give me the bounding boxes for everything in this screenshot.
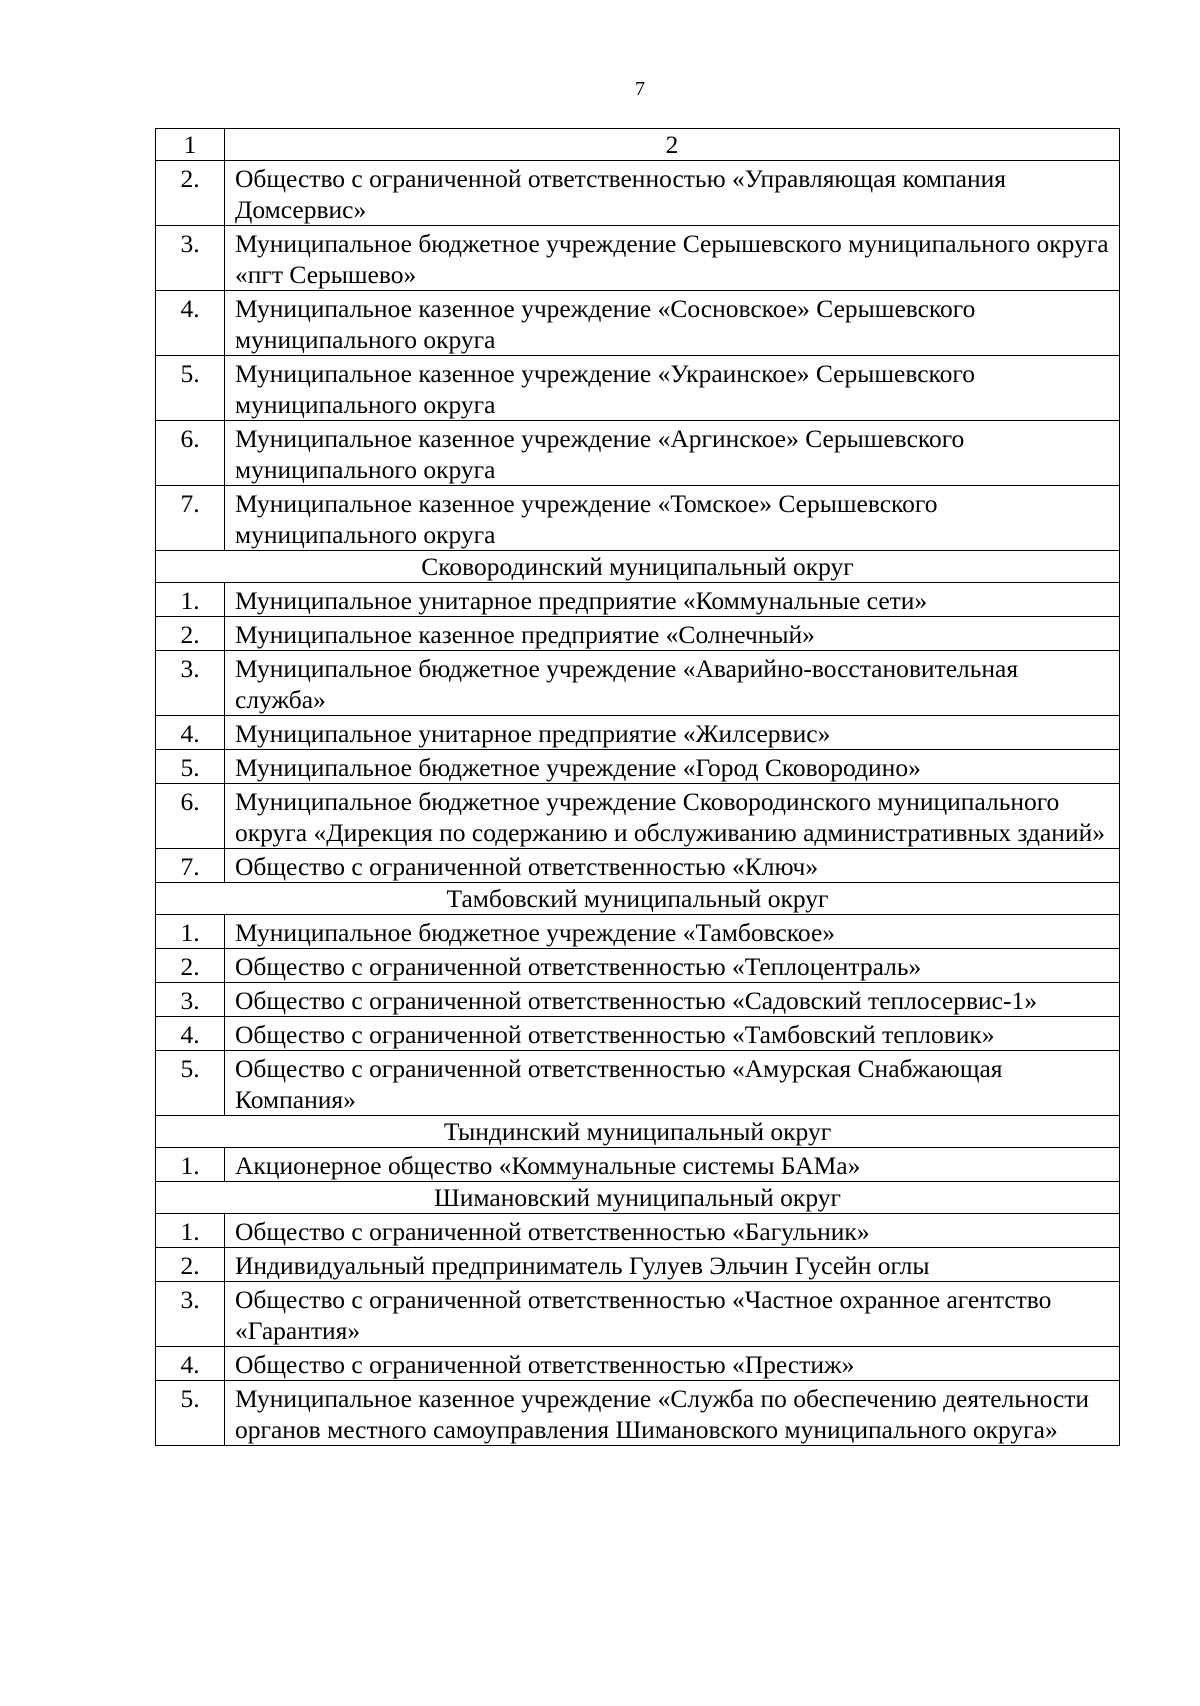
table-row xyxy=(156,784,1120,849)
organization-name: Общество с ограниченной ответственностью «Ключ» xyxy=(225,849,1120,883)
table-row xyxy=(156,1347,1120,1381)
page-number: 7 xyxy=(635,78,645,100)
section-row xyxy=(156,551,1120,583)
organization-name: Муниципальное казенное учреждение «Украинское» Серышевского муниципального округа xyxy=(225,356,1120,421)
row-number: 4. xyxy=(156,1347,225,1381)
row-number: 7. xyxy=(156,849,225,883)
table-row xyxy=(156,1282,1120,1347)
organization-name: Акционерное общество «Коммунальные системы БАМа» xyxy=(225,1148,1120,1182)
table-row xyxy=(156,421,1120,486)
table-row xyxy=(156,1148,1120,1182)
column-1-header: 1 xyxy=(156,129,225,161)
table-row xyxy=(156,750,1120,784)
table-row xyxy=(156,651,1120,716)
row-number: 7. xyxy=(156,486,225,551)
organization-name: Общество с ограниченной ответственностью «Багульник» xyxy=(225,1214,1120,1248)
table-row xyxy=(156,583,1120,617)
organization-name: Общество с ограниченной ответственностью «Престиж» xyxy=(225,1347,1120,1381)
table-row xyxy=(156,983,1120,1017)
organization-name: Муниципальное унитарное предприятие «Жилсервис» xyxy=(225,716,1120,750)
row-number: 5. xyxy=(156,750,225,784)
table-header-row xyxy=(156,129,1120,161)
organization-name: Муниципальное бюджетное учреждение «Аварийно-восстановительная служба» xyxy=(225,651,1120,716)
column-2-header: 2 xyxy=(225,129,1120,161)
row-number: 2. xyxy=(156,161,225,226)
organization-name: Муниципальное казенное учреждение «Сосновское» Серышевского муниципального округа xyxy=(225,291,1120,356)
table-row xyxy=(156,486,1120,551)
row-number: 2. xyxy=(156,617,225,651)
organizations-table xyxy=(155,128,1120,1446)
row-number: 6. xyxy=(156,421,225,486)
row-number: 5. xyxy=(156,356,225,421)
row-number: 3. xyxy=(156,983,225,1017)
organization-name: Общество с ограниченной ответственностью «Тамбовский тепловик» xyxy=(225,1017,1120,1051)
row-number: 3. xyxy=(156,1282,225,1347)
row-number: 5. xyxy=(156,1381,225,1446)
table-row xyxy=(156,1214,1120,1248)
row-number: 1. xyxy=(156,1214,225,1248)
table-row xyxy=(156,716,1120,750)
organization-name: Муниципальное казенное предприятие «Солнечный» xyxy=(225,617,1120,651)
table-row xyxy=(156,161,1120,226)
table-row xyxy=(156,949,1120,983)
section-title: Шимановский муниципальный округ xyxy=(156,1182,1120,1214)
section-title: Тамбовский муниципальный округ xyxy=(156,883,1120,915)
row-number: 2. xyxy=(156,1248,225,1282)
table-body xyxy=(156,129,1120,1446)
organization-name: Муниципальное казенное учреждение «Служба по обеспечению деятельности органов местного самоуправления Шимановского муниципального округа» xyxy=(225,1381,1120,1446)
row-number: 4. xyxy=(156,716,225,750)
row-number: 3. xyxy=(156,226,225,291)
organization-name: Муниципальное казенное учреждение «Томское» Серышевского муниципального округа xyxy=(225,486,1120,551)
table-row xyxy=(156,1248,1120,1282)
organization-name: Общество с ограниченной ответственностью «Управляющая компания Домсервис» xyxy=(225,161,1120,226)
table-row xyxy=(156,915,1120,949)
section-title: Тындинский муниципальный округ xyxy=(156,1116,1120,1148)
organization-name: Муниципальное бюджетное учреждение «Город Сковородино» xyxy=(225,750,1120,784)
table-row xyxy=(156,1051,1120,1116)
organization-name: Индивидуальный предприниматель Гулуев Эльчин Гусейн оглы xyxy=(225,1248,1120,1282)
table-row xyxy=(156,1017,1120,1051)
row-number: 4. xyxy=(156,291,225,356)
table-row xyxy=(156,617,1120,651)
organization-name: Муниципальное бюджетное учреждение Сковородинского муниципального округа «Дирекция по содержанию и обслуживанию административных зданий» xyxy=(225,784,1120,849)
table-row xyxy=(156,291,1120,356)
organization-name: Общество с ограниченной ответственностью «Частное охранное агентство «Гарантия» xyxy=(225,1282,1120,1347)
table-row xyxy=(156,849,1120,883)
table-row xyxy=(156,356,1120,421)
row-number: 1. xyxy=(156,1148,225,1182)
organization-name: Муниципальное бюджетное учреждение Серышевского муниципального округа «пгт Серышево» xyxy=(225,226,1120,291)
organization-name: Общество с ограниченной ответственностью «Садовский теплосервис-1» xyxy=(225,983,1120,1017)
row-number: 3. xyxy=(156,651,225,716)
organization-name: Муниципальное унитарное предприятие «Коммунальные сети» xyxy=(225,583,1120,617)
row-number: 2. xyxy=(156,949,225,983)
row-number: 1. xyxy=(156,583,225,617)
table-row xyxy=(156,226,1120,291)
row-number: 5. xyxy=(156,1051,225,1116)
organization-name: Муниципальное казенное учреждение «Аргинское» Серышевского муниципального округа xyxy=(225,421,1120,486)
section-row xyxy=(156,883,1120,915)
section-title: Сковородинский муниципальный округ xyxy=(156,551,1120,583)
organization-name: Общество с ограниченной ответственностью «Теплоцентраль» xyxy=(225,949,1120,983)
table-row xyxy=(156,1381,1120,1446)
row-number: 1. xyxy=(156,915,225,949)
section-row xyxy=(156,1182,1120,1214)
row-number: 4. xyxy=(156,1017,225,1051)
organization-name: Муниципальное бюджетное учреждение «Тамбовское» xyxy=(225,915,1120,949)
row-number: 6. xyxy=(156,784,225,849)
section-row xyxy=(156,1116,1120,1148)
organization-name: Общество с ограниченной ответственностью «Амурская Снабжающая Компания» xyxy=(225,1051,1120,1116)
